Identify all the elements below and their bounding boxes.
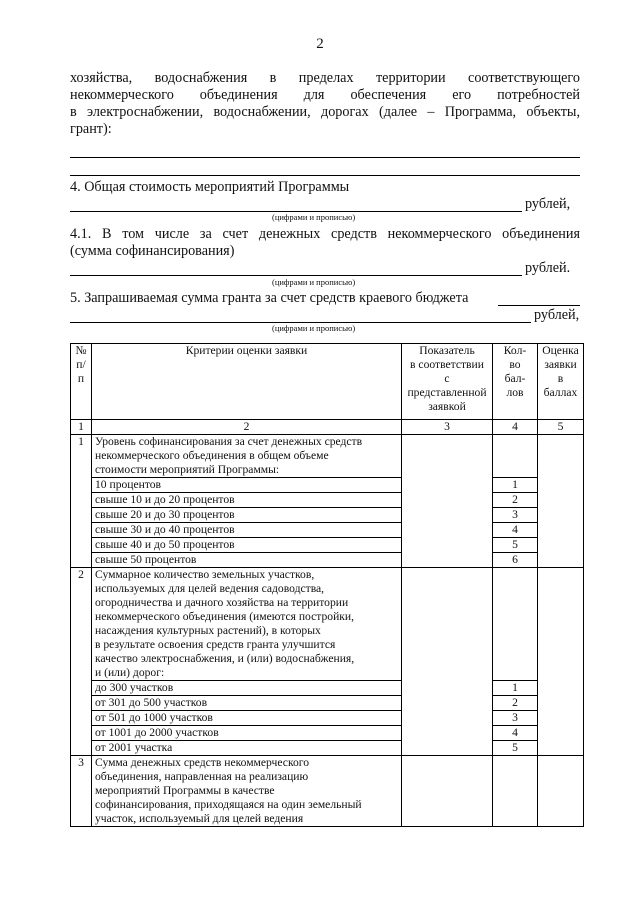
intro-line: хозяйства, водоснабжения в пределах территории соответствующего <box>70 70 580 86</box>
section-41-amount-line[interactable] <box>70 275 522 276</box>
criterion-row <box>71 435 584 478</box>
option-row <box>71 523 584 538</box>
section-4-note: (цифрами и прописью) <box>272 212 356 222</box>
col-number: 4 <box>493 420 538 435</box>
criteria-table <box>70 343 584 827</box>
option-points: 6 <box>493 553 538 568</box>
indicator-cell[interactable] <box>402 435 493 568</box>
score-cell[interactable] <box>538 493 584 508</box>
section-41-note: (цифрами и прописью) <box>272 277 356 287</box>
intro-paragraph <box>70 70 580 138</box>
option-row <box>71 553 584 568</box>
score-cell[interactable] <box>538 726 584 741</box>
header-criteria: Критерии оценки заявки <box>92 344 402 420</box>
option-label: от 301 до 500 участков <box>92 696 402 711</box>
score-cell[interactable] <box>538 508 584 523</box>
option-points: 1 <box>493 681 538 696</box>
score-cell[interactable] <box>538 435 584 478</box>
option-row <box>71 538 584 553</box>
page-number: 2 <box>316 36 324 52</box>
option-label: от 501 до 1000 участков <box>92 711 402 726</box>
section-41-line: 4.1. В том числе за счет денежных средств некоммерческого объединения <box>70 226 580 242</box>
header-points: Кол- во бал- лов <box>493 344 538 420</box>
option-label: свыше 10 и до 20 процентов <box>92 493 402 508</box>
fill-line[interactable] <box>70 175 580 176</box>
points-cell <box>493 568 538 681</box>
header-score: Оценка заявки в баллах <box>538 344 584 420</box>
option-label: 10 процентов <box>92 478 402 493</box>
criterion-num: 1 <box>71 435 92 568</box>
score-cell[interactable] <box>538 741 584 756</box>
intro-line: в электроснабжении, водоснабжении, дорогах (далее – Программа, объекты, <box>70 104 580 120</box>
points-cell <box>493 435 538 478</box>
section-5-amount-line[interactable] <box>498 305 580 306</box>
option-points: 3 <box>493 711 538 726</box>
score-cell[interactable] <box>538 478 584 493</box>
section-41-unit: рублей. <box>525 260 571 276</box>
option-label: свыше 40 и до 50 процентов <box>92 538 402 553</box>
option-points: 2 <box>493 493 538 508</box>
option-points: 2 <box>493 696 538 711</box>
criterion-row <box>71 568 584 681</box>
criterion-num: 3 <box>71 756 92 827</box>
header-indicator: Показатель в соответствии с представленной заявкой <box>402 344 493 420</box>
section-5-title: 5. Запрашиваемая сумма гранта за счет средств краевого бюджета <box>70 290 469 306</box>
table-header-row <box>71 344 584 420</box>
section-41-paragraph <box>70 226 580 260</box>
option-points: 5 <box>493 741 538 756</box>
col-number: 1 <box>71 420 92 435</box>
points-cell <box>493 756 538 827</box>
score-cell[interactable] <box>538 523 584 538</box>
fill-line[interactable] <box>70 157 580 158</box>
indicator-cell[interactable] <box>402 568 493 756</box>
score-cell[interactable] <box>538 711 584 726</box>
header-num: № п/п <box>71 344 92 420</box>
col-number: 5 <box>538 420 584 435</box>
option-row <box>71 493 584 508</box>
option-points: 4 <box>493 726 538 741</box>
option-label: от 1001 до 2000 участков <box>92 726 402 741</box>
option-row <box>71 478 584 493</box>
indicator-cell[interactable] <box>402 756 493 827</box>
option-label: от 2001 участка <box>92 741 402 756</box>
criterion-title: Уровень софинансирования за счет денежных средств некоммерческого объединения в общем объеме стоимости мероприятий Программы: <box>92 435 402 478</box>
option-row <box>71 696 584 711</box>
option-points: 5 <box>493 538 538 553</box>
section-5-unit: рублей, <box>534 307 580 323</box>
option-label: свыше 30 и до 40 процентов <box>92 523 402 538</box>
intro-line: некоммерческого объединения для обеспечения его потребностей <box>70 87 580 103</box>
section-5-note: (цифрами и прописью) <box>272 323 356 333</box>
intro-line: грант): <box>70 121 112 137</box>
section-41-line: (сумма софинансирования) <box>70 243 235 259</box>
option-label: до 300 участков <box>92 681 402 696</box>
score-cell[interactable] <box>538 696 584 711</box>
criterion-row <box>71 756 584 827</box>
section-4-title: 4. Общая стоимость мероприятий Программы <box>70 179 350 195</box>
score-cell[interactable] <box>538 553 584 568</box>
option-label: свыше 50 процентов <box>92 553 402 568</box>
option-points: 4 <box>493 523 538 538</box>
column-number-row <box>71 420 584 435</box>
score-cell[interactable] <box>538 538 584 553</box>
option-row <box>71 711 584 726</box>
criterion-title: Суммарное количество земельных участков, используемых для целей ведения садоводства, огородничества и дачного хозяйства на территории некоммерческого объединения (имеются постройки, насаждения культурных растений), в которых в результате освоения средств гранта улучшится качество электроснабжения, и (или) водоснабжения, и (или) дорог: <box>92 568 402 681</box>
score-cell[interactable] <box>538 568 584 681</box>
col-number: 2 <box>92 420 402 435</box>
option-row <box>71 726 584 741</box>
section-4-unit: рублей, <box>525 196 571 212</box>
option-row <box>71 741 584 756</box>
option-points: 3 <box>493 508 538 523</box>
option-points: 1 <box>493 478 538 493</box>
score-cell[interactable] <box>538 756 584 827</box>
criterion-num: 2 <box>71 568 92 756</box>
col-number: 3 <box>402 420 493 435</box>
option-label: свыше 20 и до 30 процентов <box>92 508 402 523</box>
option-row <box>71 508 584 523</box>
score-cell[interactable] <box>538 681 584 696</box>
criterion-title: Сумма денежных средств некоммерческого объединения, направленная на реализацию мероприятий Программы в качестве софинансирования, приходящаяся на один земельный участок, используемый для целей ведения <box>92 756 402 827</box>
option-row <box>71 681 584 696</box>
